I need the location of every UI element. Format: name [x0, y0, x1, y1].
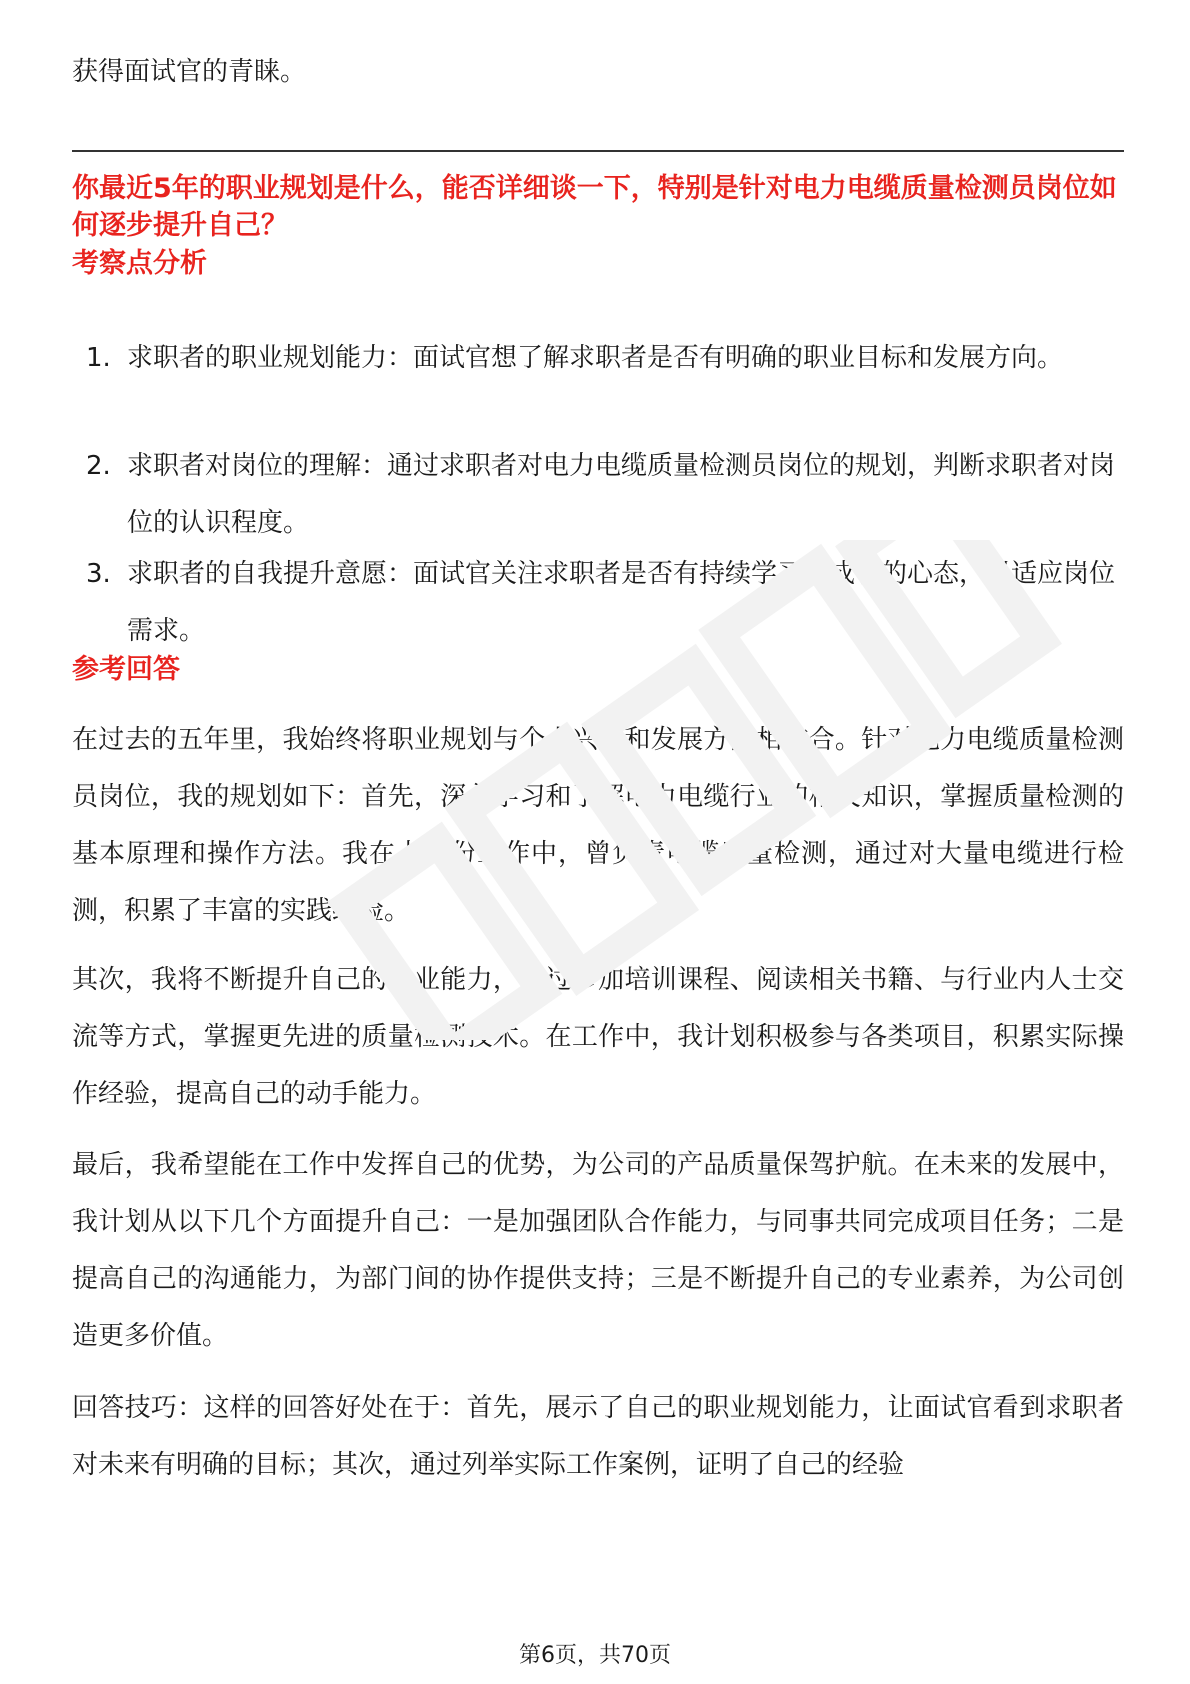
answer-paragraph: 最后，我希望能在工作中发挥自己的优势，为公司的产品质量保驾护航。在未来的发展中，我计划从以下几个方面提升自己：一是加强团队合作能力，与同事共同完成项目任务；二是提高自己的沟通能力，为部门间的协作提供支持；三是不断提升自己的专业素养，为公司创造更多价值。	[72, 1150, 1124, 1351]
answer-paragraph: 其次，我将不断提升自己的专业能力，通过参加培训课程、阅读相关书籍、与行业内人士交流等方式，掌握更先进的质量检测技术。在工作中，我计划积极参与各类项目，积累实际操作经验，提高自己的动手能力。	[72, 965, 1124, 1109]
analysis-heading: 考察点分析	[72, 248, 207, 279]
section-divider	[72, 150, 1124, 152]
list-item-text: 求职者的职业规划能力：面试官想了解求职者是否有明确的职业目标和发展方向。	[127, 343, 1064, 373]
list-item	[72, 330, 1124, 438]
list-item-number: 1.	[86, 343, 111, 373]
page-footer: 第6页，共70页	[519, 1643, 671, 1668]
list-item	[72, 546, 1124, 654]
top-fragment-text: 获得面试官的青睐。	[72, 57, 307, 87]
answer-tips-paragraph: 回答技巧：这样的回答好处在于：首先，展示了自己的职业规划能力，让面试官看到求职者对未来有明确的目标；其次，通过列举实际工作案例，证明了自己的经验	[72, 1393, 1124, 1480]
question-title: 你最近5年的职业规划是什么，能否详细谈一下，特别是针对电力电缆质量检测员岗位如何逐步提升自己？	[72, 173, 1117, 241]
answer-paragraph: 在过去的五年里，我始终将职业规划与个人兴趣和发展方向相结合。针对电力电缆质量检测员岗位，我的规划如下：首先，深入学习和了解电力电缆行业的相关知识，掌握质量检测的基本原理和操作方法。我在上一份工作中，曾负责电缆质量检测，通过对大量电缆进行检测，积累了丰富的实践经验。	[72, 725, 1124, 926]
list-item-text: 求职者对岗位的理解：通过求职者对电力电缆质量检测员岗位的规划，判断求职者对岗位的认识程度。	[127, 451, 1116, 538]
list-item	[72, 438, 1124, 546]
list-item-number: 3.	[86, 559, 111, 589]
answer-heading: 参考回答	[72, 654, 180, 685]
list-item-number: 2.	[86, 451, 111, 481]
analysis-list	[72, 330, 1124, 654]
list-item-text: 求职者的自我提升意愿：面试官关注求职者是否有持续学习和成长的心态，以适应岗位需求。	[127, 559, 1116, 646]
